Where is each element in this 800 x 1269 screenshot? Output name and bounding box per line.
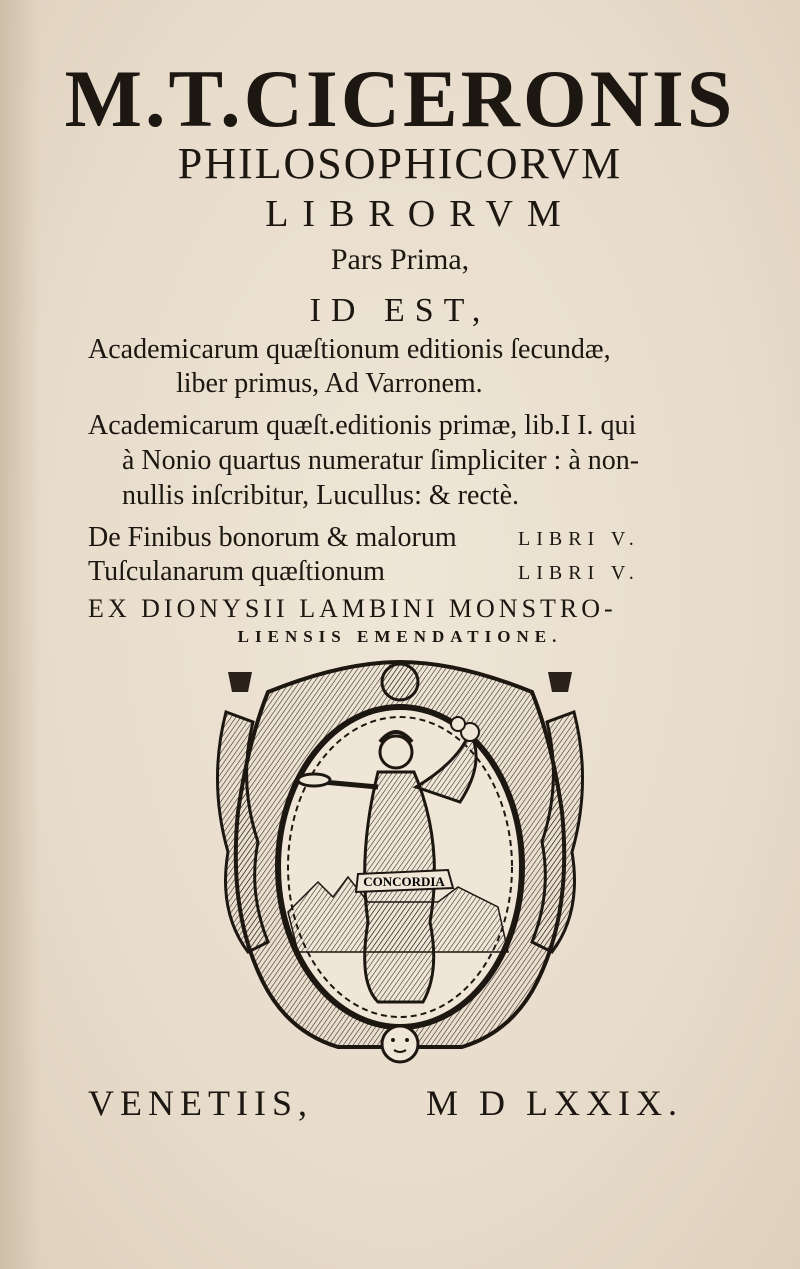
contents-line: Academicarum quæſtionum editionis ſecundæ,	[88, 334, 611, 365]
contents-line: à Nonio quartus numeratur ſimpliciter : à non-	[122, 445, 640, 476]
part-label: Pars Prima,	[330, 243, 470, 276]
contents-row	[88, 556, 668, 588]
editor-line: EX DIONYSII LAMBINI MONSTRO-	[88, 594, 617, 623]
author-title: M.T.CICERONIS	[64, 53, 736, 144]
row-count: LIBRI V.	[518, 562, 640, 584]
row-count: LIBRI V.	[518, 528, 640, 550]
work-subtitle: LIBRORVM	[265, 193, 575, 235]
motto-text: CONCORDIA	[363, 874, 445, 889]
printers-device-woodcut	[208, 652, 592, 1072]
imprint-year: M D LXXIX.	[426, 1083, 683, 1123]
contents-line: nullis inſcribitur, Lucullus: & rectè.	[122, 480, 520, 511]
right-urn	[548, 672, 572, 692]
contents-line: liber primus, Ad Varronem.	[176, 368, 483, 399]
contents-row	[88, 522, 668, 554]
imprint-place: VENETIIS,	[88, 1083, 313, 1123]
top-mask	[382, 664, 418, 700]
contents-line: Academicarum quæſt.editionis primæ, lib.I I. qui	[88, 410, 637, 441]
left-urn	[228, 672, 252, 692]
row-title: De Finibus bonorum & malorum	[88, 522, 457, 553]
editor-line: LIENSIS EMENDATIONE.	[237, 627, 563, 646]
id-est-heading: ID EST,	[309, 292, 491, 329]
row-title: Tuſculanarum quæſtionum	[88, 556, 385, 587]
bottom-mask	[382, 1026, 418, 1062]
work-title: PHILOSOPHICORVM	[177, 139, 623, 188]
